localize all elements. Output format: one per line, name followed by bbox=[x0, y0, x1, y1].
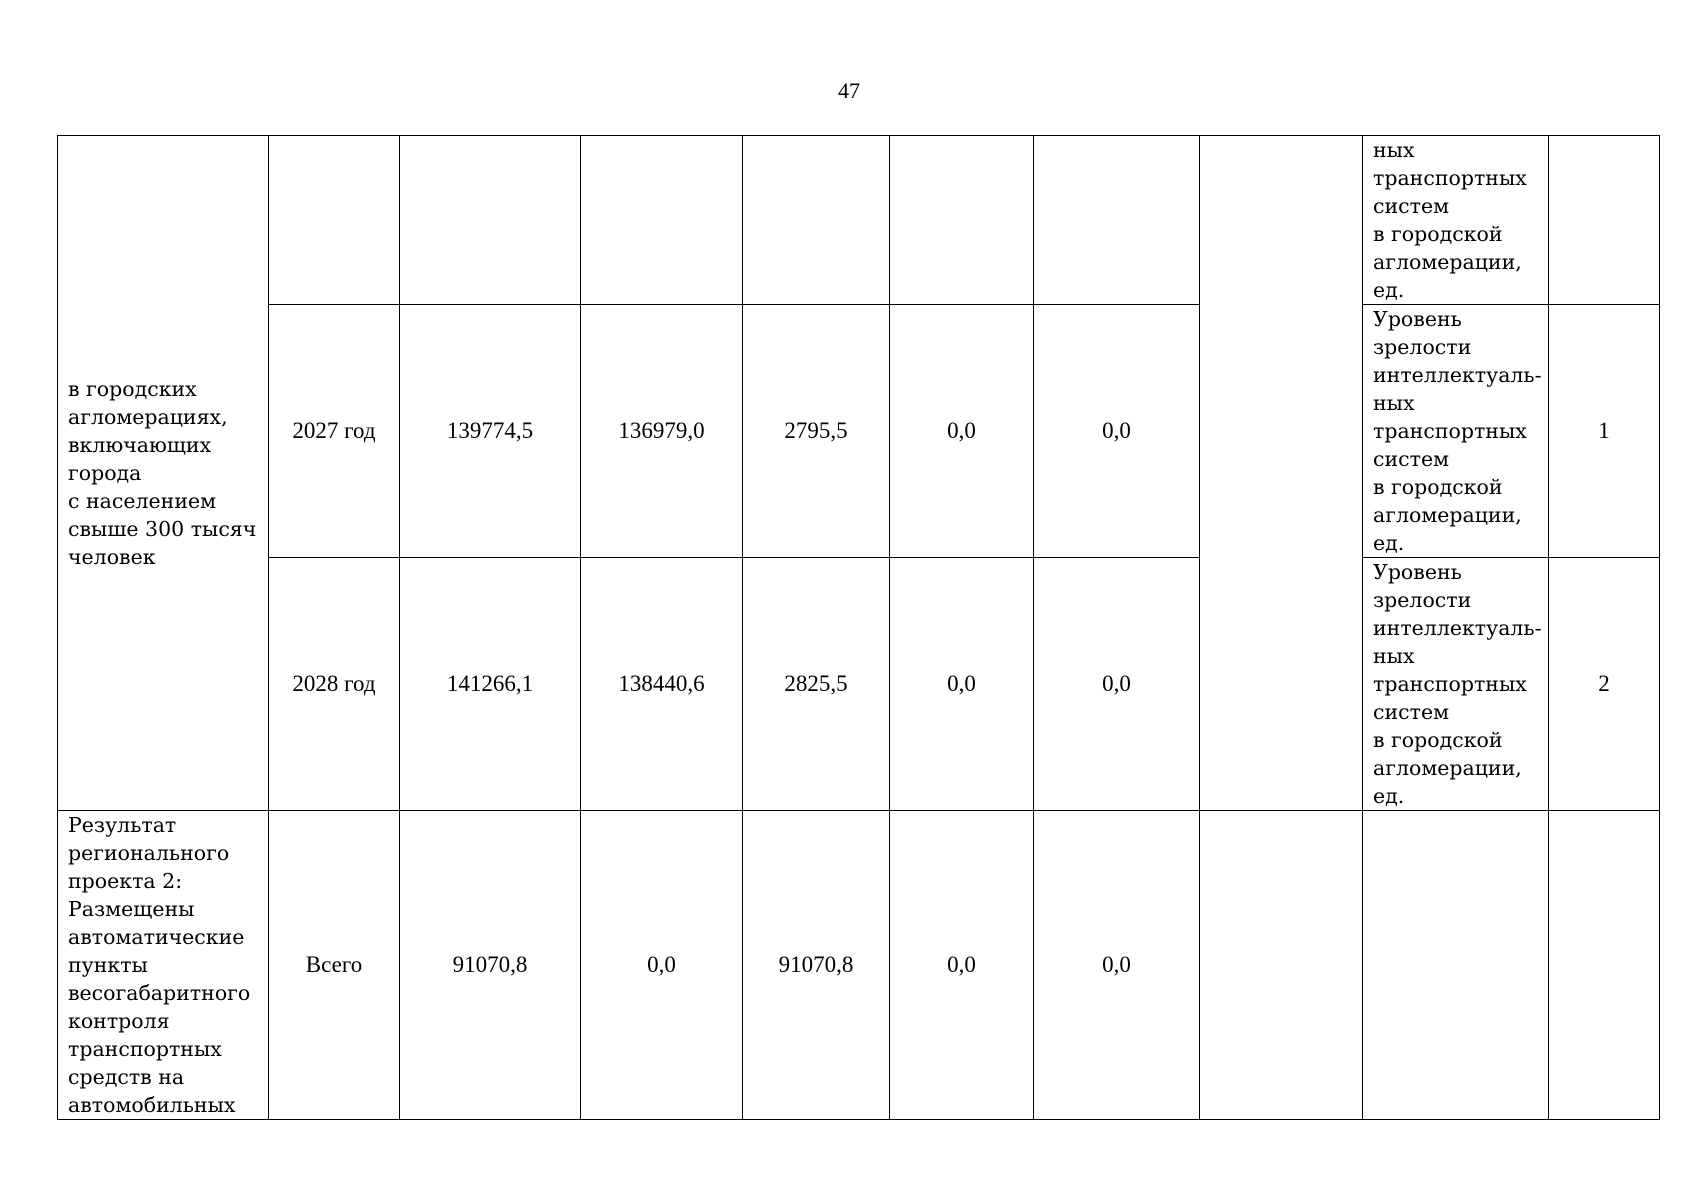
budget-table bbox=[57, 135, 1660, 1120]
value-cell: 2795,5 bbox=[743, 305, 890, 558]
value-cell bbox=[1034, 136, 1200, 305]
period-cell: 2027 год bbox=[269, 305, 400, 558]
result-name-cell bbox=[58, 136, 269, 811]
page-number: 47 bbox=[838, 78, 860, 103]
value-cell: 0,0 bbox=[581, 811, 743, 1120]
value-cell bbox=[400, 136, 581, 305]
indicator-cell bbox=[1363, 305, 1549, 558]
table-row bbox=[58, 136, 1660, 305]
table-row bbox=[58, 305, 1660, 558]
value-cell: 2825,5 bbox=[743, 558, 890, 811]
empty-cell bbox=[1200, 136, 1363, 811]
value-cell: 136979,0 bbox=[581, 305, 743, 558]
value-cell: 0,0 bbox=[1034, 558, 1200, 811]
indicator-name: Уровень зрелости интеллектуаль- ных транспортных систем в городской агломерации, ед. bbox=[1373, 307, 1542, 555]
target-value-cell: 1 bbox=[1549, 305, 1660, 558]
table-row bbox=[58, 811, 1660, 1120]
indicator-cell bbox=[1363, 558, 1549, 811]
indicator-cell bbox=[1363, 811, 1549, 1120]
total-value-cell: 91070,8 bbox=[400, 811, 581, 1120]
value-cell: 0,0 bbox=[890, 305, 1034, 558]
value-cell: 0,0 bbox=[890, 558, 1034, 811]
indicator-cell bbox=[1363, 136, 1549, 305]
target-value-cell bbox=[1549, 811, 1660, 1120]
target-value-cell: 2 bbox=[1549, 558, 1660, 811]
value-cell: 0,0 bbox=[890, 811, 1034, 1120]
total-value-cell: 139774,5 bbox=[400, 305, 581, 558]
value-cell: 91070,8 bbox=[743, 811, 890, 1120]
target-value-cell bbox=[1549, 136, 1660, 305]
table-row bbox=[58, 558, 1660, 811]
value-cell bbox=[743, 136, 890, 305]
empty-cell bbox=[1200, 811, 1363, 1120]
period-cell bbox=[269, 136, 400, 305]
value-cell: 0,0 bbox=[1034, 305, 1200, 558]
period-cell: Всего bbox=[269, 811, 400, 1120]
value-cell: 0,0 bbox=[1034, 811, 1200, 1120]
period-cell: 2028 год bbox=[269, 558, 400, 811]
result-name-cell bbox=[58, 811, 269, 1120]
value-cell: 138440,6 bbox=[581, 558, 743, 811]
result-name: в городских агломерациях, включающих города с населением свыше 300 тысяч человек bbox=[68, 377, 257, 569]
indicator-name: ных транспортных систем в городской агломерации, ед. bbox=[1373, 138, 1527, 302]
result-name: Результат регионального проекта 2: Размещены автоматические пункты весогабаритного контроля транспортных средств на автомобильных bbox=[68, 813, 251, 1117]
total-value-cell: 141266,1 bbox=[400, 558, 581, 811]
indicator-name: Уровень зрелости интеллектуаль- ных транспортных систем в городской агломерации, ед. bbox=[1373, 560, 1542, 808]
value-cell bbox=[581, 136, 743, 305]
value-cell bbox=[890, 136, 1034, 305]
